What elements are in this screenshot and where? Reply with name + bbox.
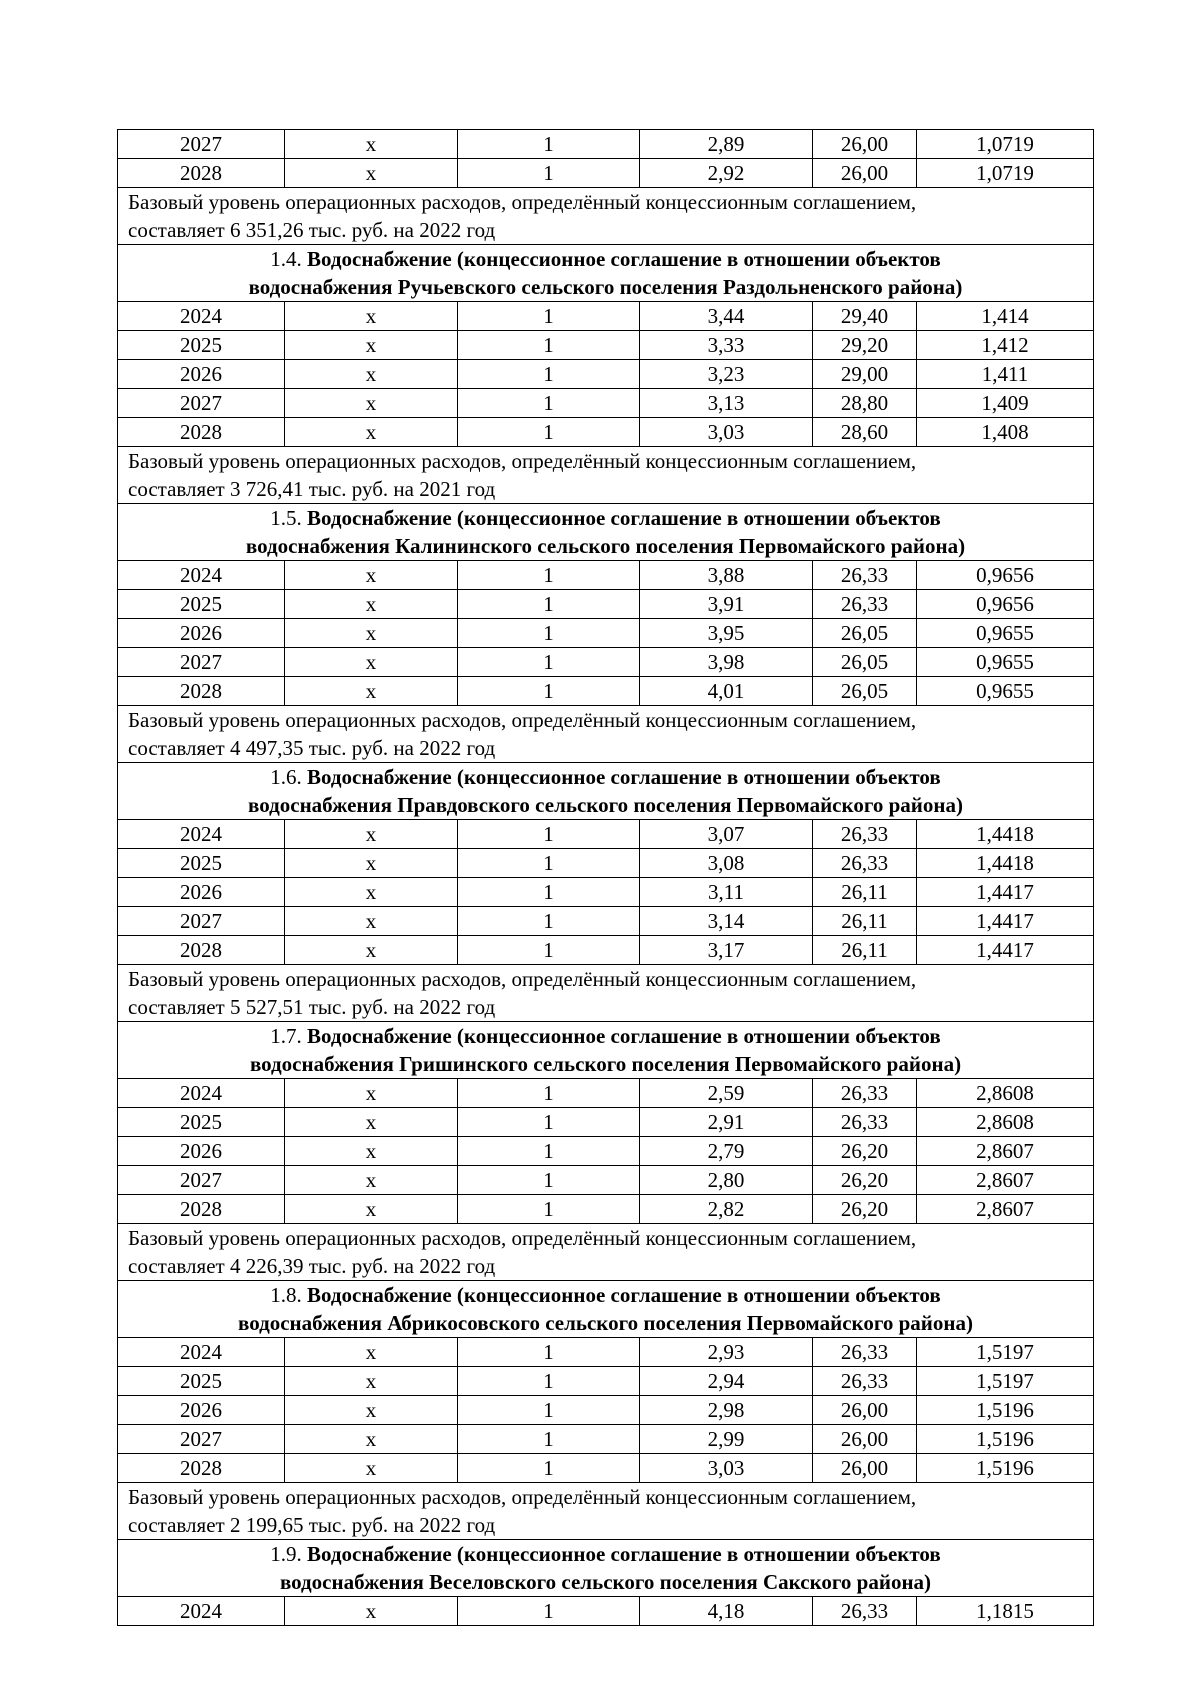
table-row <box>118 820 1094 849</box>
specific-consumption-cell: 26,33 <box>813 1367 917 1396</box>
year-cell: 2028 <box>118 1454 285 1483</box>
base-level-text-line: Базовый уровень операционных расходов, определённый концессионным соглашением, <box>128 449 917 473</box>
specific-consumption-cell: 26,11 <box>813 878 917 907</box>
section-header <box>118 763 1094 820</box>
table-row <box>118 1137 1094 1166</box>
specific-consumption-cell: 28,80 <box>813 389 917 418</box>
energy-cell: 0,9656 <box>917 590 1094 619</box>
losses-cell: 2,94 <box>640 1367 813 1396</box>
efficiency-index-cell: 1 <box>458 1137 640 1166</box>
table-row <box>118 1079 1094 1108</box>
base-level-note <box>118 447 1094 504</box>
year-cell: 2027 <box>118 130 285 159</box>
specific-consumption-cell: 26,11 <box>813 907 917 936</box>
base-level-note <box>118 1483 1094 1540</box>
basic-level-cell: х <box>285 648 458 677</box>
basic-level-cell: х <box>285 130 458 159</box>
efficiency-index-cell: 1 <box>458 418 640 447</box>
energy-cell: 1,409 <box>917 389 1094 418</box>
energy-cell: 1,5197 <box>917 1367 1094 1396</box>
losses-cell: 3,14 <box>640 907 813 936</box>
specific-consumption-cell: 26,00 <box>813 1396 917 1425</box>
table-row <box>118 302 1094 331</box>
efficiency-index-cell: 1 <box>458 1425 640 1454</box>
specific-consumption-cell: 26,00 <box>813 1454 917 1483</box>
base-level-text-line: Базовый уровень операционных расходов, определённый концессионным соглашением, <box>128 967 917 991</box>
energy-cell: 2,8607 <box>917 1137 1094 1166</box>
specific-consumption-cell: 26,33 <box>813 1079 917 1108</box>
table-body <box>118 130 1094 1626</box>
losses-cell: 2,89 <box>640 130 813 159</box>
specific-consumption-cell: 26,11 <box>813 936 917 965</box>
basic-level-cell: х <box>285 1108 458 1137</box>
basic-level-cell: х <box>285 360 458 389</box>
energy-cell: 1,412 <box>917 331 1094 360</box>
table-row <box>118 677 1094 706</box>
losses-cell: 3,98 <box>640 648 813 677</box>
specific-consumption-cell: 29,00 <box>813 360 917 389</box>
table-row <box>118 936 1094 965</box>
section-header-row <box>118 1281 1094 1338</box>
losses-cell: 2,92 <box>640 159 813 188</box>
base-level-text-line: составляет 4 226,39 тыс. руб. на 2022 год <box>128 1254 496 1278</box>
energy-cell: 1,4417 <box>917 878 1094 907</box>
base-level-row <box>118 706 1094 763</box>
specific-consumption-cell: 29,40 <box>813 302 917 331</box>
basic-level-cell: х <box>285 907 458 936</box>
base-level-text-line: составляет 4 497,35 тыс. руб. на 2022 год <box>128 736 496 760</box>
basic-level-cell: х <box>285 1137 458 1166</box>
section-title-line: водоснабжения Гришинского сельского поселения Первомайского района) <box>249 1052 962 1076</box>
section-title: Водоснабжение (концессионное соглашение в отношении объектов <box>306 1283 941 1307</box>
base-level-row <box>118 447 1094 504</box>
energy-cell: 1,1815 <box>917 1597 1094 1626</box>
section-number: 1.6. <box>270 765 302 789</box>
efficiency-index-cell: 1 <box>458 648 640 677</box>
section-title-line <box>118 1022 1093 1050</box>
base-level-row <box>118 1224 1094 1281</box>
section-number: 1.7. <box>270 1024 302 1048</box>
base-level-row <box>118 188 1094 245</box>
base-level-text-line: Базовый уровень операционных расходов, определённый концессионным соглашением, <box>128 1226 917 1250</box>
basic-level-cell: х <box>285 1597 458 1626</box>
base-level-text-line: составляет 5 527,51 тыс. руб. на 2022 год <box>128 995 496 1019</box>
basic-level-cell: х <box>285 1338 458 1367</box>
losses-cell: 2,93 <box>640 1338 813 1367</box>
table-row <box>118 159 1094 188</box>
energy-cell: 1,411 <box>917 360 1094 389</box>
specific-consumption-cell: 26,05 <box>813 648 917 677</box>
year-cell: 2024 <box>118 1597 285 1626</box>
losses-cell: 3,08 <box>640 849 813 878</box>
year-cell: 2026 <box>118 878 285 907</box>
efficiency-index-cell: 1 <box>458 1108 640 1137</box>
base-level-note <box>118 965 1094 1022</box>
base-level-note <box>118 1224 1094 1281</box>
base-level-note <box>118 706 1094 763</box>
energy-cell: 1,408 <box>917 418 1094 447</box>
energy-cell: 1,0719 <box>917 159 1094 188</box>
section-header <box>118 1281 1094 1338</box>
section-header <box>118 1540 1094 1597</box>
efficiency-index-cell: 1 <box>458 1454 640 1483</box>
section-header <box>118 245 1094 302</box>
year-cell: 2026 <box>118 1396 285 1425</box>
table-row <box>118 878 1094 907</box>
basic-level-cell: х <box>285 1425 458 1454</box>
losses-cell: 3,88 <box>640 561 813 590</box>
table-row <box>118 360 1094 389</box>
basic-level-cell: х <box>285 936 458 965</box>
base-level-text-line: составляет 2 199,65 тыс. руб. на 2022 год <box>128 1513 496 1537</box>
table-row <box>118 849 1094 878</box>
losses-cell: 2,98 <box>640 1396 813 1425</box>
section-title-line: водоснабжения Правдовского сельского поселения Первомайского района) <box>248 793 963 817</box>
specific-consumption-cell: 28,60 <box>813 418 917 447</box>
specific-consumption-cell: 26,33 <box>813 561 917 590</box>
section-title-line: водоснабжения Веселовского сельского поселения Сакского района) <box>279 1570 932 1594</box>
losses-cell: 3,13 <box>640 389 813 418</box>
year-cell: 2028 <box>118 418 285 447</box>
base-level-text-line: Базовый уровень операционных расходов, определённый концессионным соглашением, <box>128 190 917 214</box>
basic-level-cell: х <box>285 302 458 331</box>
specific-consumption-cell: 26,33 <box>813 1597 917 1626</box>
year-cell: 2025 <box>118 849 285 878</box>
year-cell: 2025 <box>118 331 285 360</box>
energy-cell: 0,9656 <box>917 561 1094 590</box>
basic-level-cell: х <box>285 590 458 619</box>
energy-cell: 0,9655 <box>917 619 1094 648</box>
losses-cell: 3,17 <box>640 936 813 965</box>
section-title-line: водоснабжения Абрикосовского сельского поселения Первомайского района) <box>238 1311 973 1335</box>
losses-cell: 3,95 <box>640 619 813 648</box>
section-header-row <box>118 1540 1094 1597</box>
losses-cell: 3,91 <box>640 590 813 619</box>
year-cell: 2027 <box>118 907 285 936</box>
year-cell: 2027 <box>118 1166 285 1195</box>
table-row <box>118 1597 1094 1626</box>
losses-cell: 3,33 <box>640 331 813 360</box>
table-row <box>118 907 1094 936</box>
section-number: 1.5. <box>270 506 302 530</box>
section-title: Водоснабжение (концессионное соглашение в отношении объектов <box>306 1024 941 1048</box>
specific-consumption-cell: 29,20 <box>813 331 917 360</box>
efficiency-index-cell: 1 <box>458 1338 640 1367</box>
section-number: 1.8. <box>270 1283 302 1307</box>
basic-level-cell: х <box>285 1367 458 1396</box>
energy-cell: 1,4418 <box>917 820 1094 849</box>
efficiency-index-cell: 1 <box>458 1597 640 1626</box>
table-row <box>118 1195 1094 1224</box>
base-level-text-line: Базовый уровень операционных расходов, определённый концессионным соглашением, <box>128 708 917 732</box>
year-cell: 2028 <box>118 936 285 965</box>
base-level-note <box>118 188 1094 245</box>
energy-cell: 1,4418 <box>917 849 1094 878</box>
table-row <box>118 1338 1094 1367</box>
specific-consumption-cell: 26,00 <box>813 130 917 159</box>
basic-level-cell: х <box>285 389 458 418</box>
energy-cell: 0,9655 <box>917 648 1094 677</box>
table-row <box>118 331 1094 360</box>
year-cell: 2025 <box>118 1108 285 1137</box>
table-row <box>118 418 1094 447</box>
section-title-line <box>118 763 1093 791</box>
tariff-parameters-table <box>117 129 1094 1626</box>
table-row <box>118 1367 1094 1396</box>
basic-level-cell: х <box>285 418 458 447</box>
year-cell: 2027 <box>118 648 285 677</box>
year-cell: 2024 <box>118 561 285 590</box>
efficiency-index-cell: 1 <box>458 130 640 159</box>
year-cell: 2026 <box>118 1137 285 1166</box>
efficiency-index-cell: 1 <box>458 1079 640 1108</box>
section-title-line: водоснабжения Калининского сельского поселения Первомайского района) <box>245 534 966 558</box>
energy-cell: 2,8608 <box>917 1108 1094 1137</box>
table-row <box>118 561 1094 590</box>
basic-level-cell: х <box>285 849 458 878</box>
efficiency-index-cell: 1 <box>458 677 640 706</box>
efficiency-index-cell: 1 <box>458 331 640 360</box>
section-title: Водоснабжение (концессионное соглашение в отношении объектов <box>306 1542 941 1566</box>
base-level-text-line: составляет 3 726,41 тыс. руб. на 2021 год <box>128 477 496 501</box>
efficiency-index-cell: 1 <box>458 820 640 849</box>
losses-cell: 2,82 <box>640 1195 813 1224</box>
basic-level-cell: х <box>285 619 458 648</box>
specific-consumption-cell: 26,00 <box>813 1425 917 1454</box>
energy-cell: 1,5197 <box>917 1338 1094 1367</box>
specific-consumption-cell: 26,33 <box>813 820 917 849</box>
efficiency-index-cell: 1 <box>458 1195 640 1224</box>
efficiency-index-cell: 1 <box>458 1166 640 1195</box>
table-row <box>118 1454 1094 1483</box>
year-cell: 2028 <box>118 1195 285 1224</box>
energy-cell: 1,414 <box>917 302 1094 331</box>
base-level-row <box>118 965 1094 1022</box>
year-cell: 2026 <box>118 360 285 389</box>
efficiency-index-cell: 1 <box>458 561 640 590</box>
section-title-line <box>118 245 1093 273</box>
losses-cell: 4,18 <box>640 1597 813 1626</box>
basic-level-cell: х <box>285 820 458 849</box>
section-title: Водоснабжение (концессионное соглашение в отношении объектов <box>306 765 941 789</box>
losses-cell: 3,07 <box>640 820 813 849</box>
efficiency-index-cell: 1 <box>458 619 640 648</box>
energy-cell: 2,8607 <box>917 1195 1094 1224</box>
losses-cell: 3,11 <box>640 878 813 907</box>
basic-level-cell: х <box>285 1166 458 1195</box>
losses-cell: 2,59 <box>640 1079 813 1108</box>
efficiency-index-cell: 1 <box>458 590 640 619</box>
basic-level-cell: х <box>285 677 458 706</box>
energy-cell: 1,4417 <box>917 907 1094 936</box>
losses-cell: 3,44 <box>640 302 813 331</box>
year-cell: 2027 <box>118 389 285 418</box>
section-header <box>118 504 1094 561</box>
year-cell: 2027 <box>118 1425 285 1454</box>
section-title-line <box>118 1540 1093 1568</box>
losses-cell: 2,79 <box>640 1137 813 1166</box>
specific-consumption-cell: 26,20 <box>813 1166 917 1195</box>
table-row <box>118 619 1094 648</box>
specific-consumption-cell: 26,20 <box>813 1195 917 1224</box>
energy-cell: 0,9655 <box>917 677 1094 706</box>
section-title-line: водоснабжения Ручьевского сельского поселения Раздольненского района) <box>248 275 963 299</box>
energy-cell: 1,4417 <box>917 936 1094 965</box>
efficiency-index-cell: 1 <box>458 878 640 907</box>
year-cell: 2024 <box>118 820 285 849</box>
base-level-text-line: составляет 6 351,26 тыс. руб. на 2022 год <box>128 218 496 242</box>
section-title: Водоснабжение (концессионное соглашение в отношении объектов <box>306 247 941 271</box>
efficiency-index-cell: 1 <box>458 849 640 878</box>
year-cell: 2025 <box>118 590 285 619</box>
energy-cell: 1,5196 <box>917 1425 1094 1454</box>
energy-cell: 2,8608 <box>917 1079 1094 1108</box>
year-cell: 2028 <box>118 677 285 706</box>
table-row <box>118 130 1094 159</box>
year-cell: 2028 <box>118 159 285 188</box>
table-row <box>118 1108 1094 1137</box>
table-row <box>118 1396 1094 1425</box>
energy-cell: 1,5196 <box>917 1396 1094 1425</box>
efficiency-index-cell: 1 <box>458 159 640 188</box>
energy-cell: 1,5196 <box>917 1454 1094 1483</box>
basic-level-cell: х <box>285 1454 458 1483</box>
table-row <box>118 389 1094 418</box>
losses-cell: 4,01 <box>640 677 813 706</box>
base-level-text-line: Базовый уровень операционных расходов, определённый концессионным соглашением, <box>128 1485 917 1509</box>
section-title-line <box>118 504 1093 532</box>
basic-level-cell: х <box>285 561 458 590</box>
specific-consumption-cell: 26,33 <box>813 590 917 619</box>
losses-cell: 3,23 <box>640 360 813 389</box>
table-row <box>118 1166 1094 1195</box>
section-header <box>118 1022 1094 1079</box>
table-row <box>118 648 1094 677</box>
losses-cell: 2,91 <box>640 1108 813 1137</box>
section-header-row <box>118 763 1094 820</box>
specific-consumption-cell: 26,33 <box>813 849 917 878</box>
section-header-row <box>118 245 1094 302</box>
specific-consumption-cell: 26,33 <box>813 1108 917 1137</box>
efficiency-index-cell: 1 <box>458 907 640 936</box>
specific-consumption-cell: 26,05 <box>813 677 917 706</box>
section-header-row <box>118 504 1094 561</box>
basic-level-cell: х <box>285 1195 458 1224</box>
section-number: 1.9. <box>270 1542 302 1566</box>
year-cell: 2024 <box>118 302 285 331</box>
basic-level-cell: х <box>285 159 458 188</box>
losses-cell: 2,80 <box>640 1166 813 1195</box>
efficiency-index-cell: 1 <box>458 360 640 389</box>
efficiency-index-cell: 1 <box>458 1367 640 1396</box>
year-cell: 2025 <box>118 1367 285 1396</box>
losses-cell: 3,03 <box>640 1454 813 1483</box>
section-title-line <box>118 1281 1093 1309</box>
efficiency-index-cell: 1 <box>458 1396 640 1425</box>
base-level-row <box>118 1483 1094 1540</box>
efficiency-index-cell: 1 <box>458 936 640 965</box>
energy-cell: 2,8607 <box>917 1166 1094 1195</box>
losses-cell: 2,99 <box>640 1425 813 1454</box>
section-title: Водоснабжение (концессионное соглашение в отношении объектов <box>306 506 941 530</box>
year-cell: 2024 <box>118 1079 285 1108</box>
table-row <box>118 590 1094 619</box>
section-header-row <box>118 1022 1094 1079</box>
year-cell: 2024 <box>118 1338 285 1367</box>
specific-consumption-cell: 26,00 <box>813 159 917 188</box>
year-cell: 2026 <box>118 619 285 648</box>
energy-cell: 1,0719 <box>917 130 1094 159</box>
specific-consumption-cell: 26,20 <box>813 1137 917 1166</box>
losses-cell: 3,03 <box>640 418 813 447</box>
efficiency-index-cell: 1 <box>458 389 640 418</box>
basic-level-cell: х <box>285 1079 458 1108</box>
basic-level-cell: х <box>285 331 458 360</box>
efficiency-index-cell: 1 <box>458 302 640 331</box>
specific-consumption-cell: 26,05 <box>813 619 917 648</box>
basic-level-cell: х <box>285 878 458 907</box>
basic-level-cell: х <box>285 1396 458 1425</box>
specific-consumption-cell: 26,33 <box>813 1338 917 1367</box>
table-row <box>118 1425 1094 1454</box>
section-number: 1.4. <box>270 247 302 271</box>
